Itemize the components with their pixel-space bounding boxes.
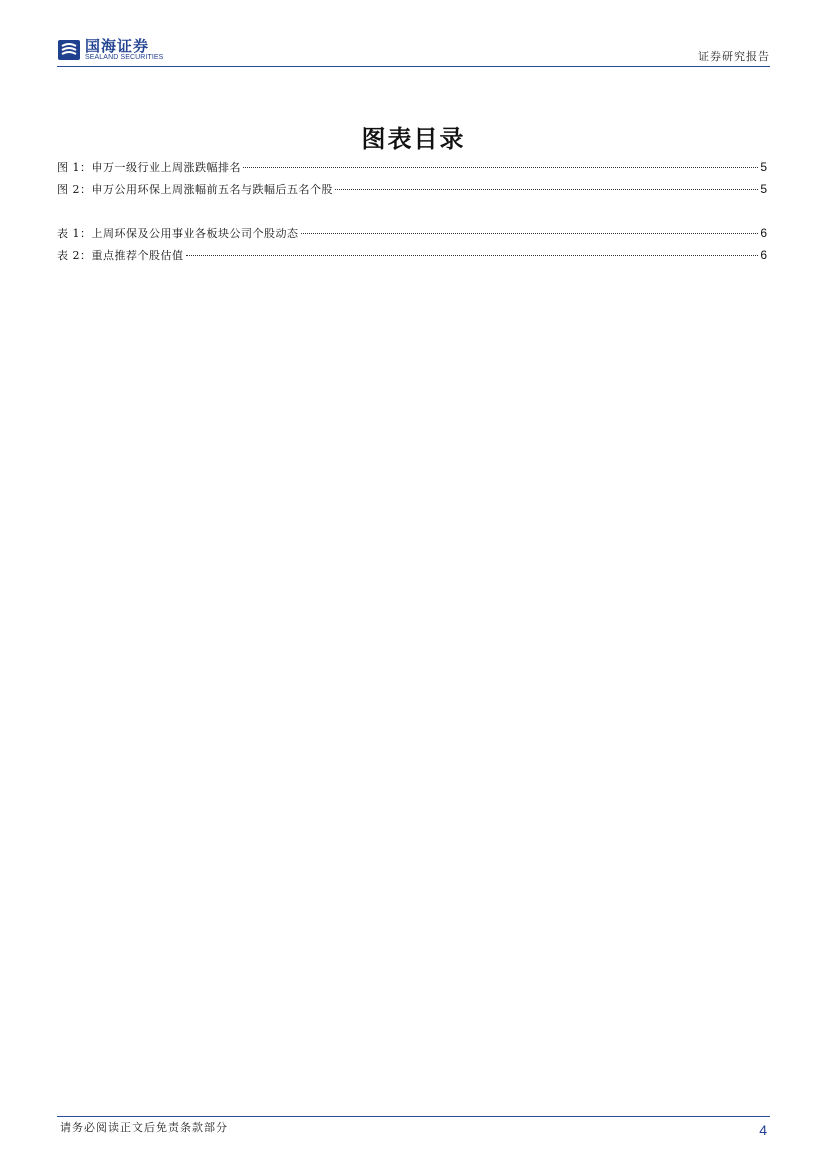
- footer-divider: [57, 1116, 770, 1117]
- logo-english-name: SEALAND SECURITIES: [85, 54, 164, 61]
- toc-entry-label: 图 1：申万一级行业上周涨跌幅排名: [57, 161, 241, 174]
- toc-entry-page: 5: [760, 160, 767, 174]
- toc-leader-dots: [335, 189, 758, 190]
- toc-entry-label: 表 2：重点推荐个股估值: [57, 249, 184, 262]
- page-title: 图表目录: [361, 125, 466, 153]
- toc-entry-label: 图 2：申万公用环保上周涨幅前五名与跌幅后五名个股: [57, 183, 333, 196]
- sealand-logo-icon: [57, 38, 81, 62]
- header-divider: [57, 66, 770, 67]
- toc-leader-dots: [301, 233, 759, 234]
- toc-entry-page: 6: [760, 226, 767, 240]
- toc-entry-label: 表 1：上周环保及公用事业各板块公司个股动态: [57, 227, 299, 240]
- company-logo: [57, 36, 163, 64]
- page-header: [57, 34, 770, 66]
- toc-entry-figure-1[interactable]: [57, 158, 767, 176]
- page-number: 4: [759, 1122, 767, 1138]
- report-type-label: 证券研究报告: [698, 50, 770, 63]
- toc-entry-figure-2[interactable]: [57, 180, 767, 198]
- toc-leader-dots: [186, 255, 759, 256]
- toc-entry-page: 5: [760, 182, 767, 196]
- logo-chinese-name: 国海证券: [85, 37, 150, 55]
- footer-disclaimer: 请务必阅读正文后免责条款部分: [60, 1121, 228, 1134]
- toc-entry-table-1[interactable]: [57, 224, 767, 242]
- toc-leader-dots: [243, 167, 758, 168]
- toc-entry-table-2[interactable]: [57, 246, 767, 264]
- toc-entry-page: 6: [760, 248, 767, 262]
